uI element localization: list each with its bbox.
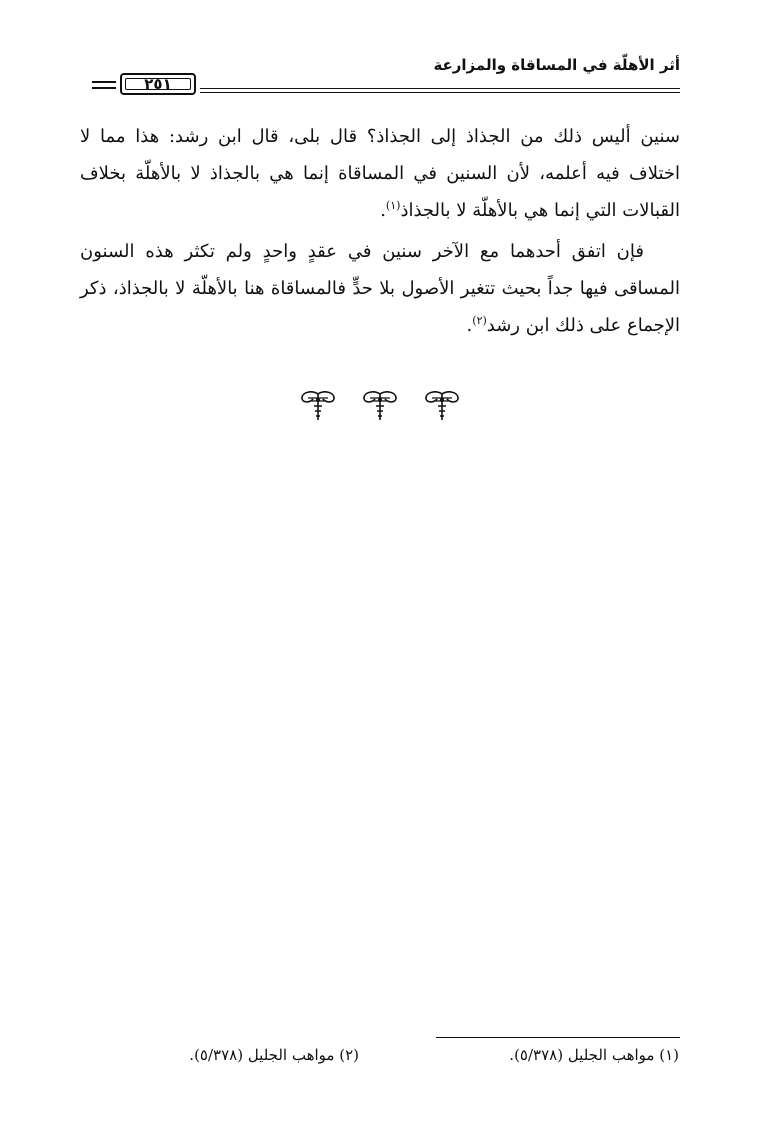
ornament-icon	[422, 390, 462, 424]
footnote-2: (٢) مواهب الجليل (٥/٣٧٨).	[189, 1046, 359, 1064]
ornament-icon	[360, 390, 400, 424]
running-title: أثر الأهلّة في المساقاة والمزارعة	[433, 56, 680, 74]
paragraph-2-text: فإن اتفق أحدهما مع الآخر سنين في عقدٍ واحدٍ ولم تكثر هذه السنون المساقى فيها جداً بحيث تتغير الأصول بلا حدٍّ فالمساقاة هنا بالأهلّة لا بالجذاذ، ذكر الإجماع على ذلك ابن رشد	[80, 241, 680, 336]
paragraph-2-tail: .	[466, 315, 473, 336]
body-text	[80, 118, 680, 344]
paragraph-1-tail: .	[380, 200, 386, 221]
header-rule-bottom	[200, 92, 680, 93]
page-number: ٢٥١	[120, 73, 196, 95]
header-rule-left-bottom	[92, 87, 116, 89]
footnote-ref-2[interactable]: (٢)	[472, 314, 487, 327]
page-header	[80, 56, 680, 106]
header-rule-top	[200, 88, 680, 89]
section-divider	[0, 390, 759, 424]
footnote-separator	[436, 1037, 680, 1038]
paragraph-1-text: سنين أليس ذلك من الجذاذ إلى الجذاذ؟ قال بلى، قال ابن رشد: هذا مما لا اختلاف فيه أعلمه، لأن السنين في المساقاة إنما هي بالجذاذ لا بالأهلّة بخلاف القبالات التي إنما هي بالأهلّة لا بالجذاذ	[80, 126, 680, 221]
footnote-ref-1[interactable]: (١)	[385, 199, 401, 212]
header-rule-left-top	[92, 81, 116, 83]
paragraph-2	[80, 233, 680, 344]
footnote-1: (١) مواهب الجليل (٥/٣٧٨).	[509, 1046, 679, 1064]
ornament-icon	[298, 390, 338, 424]
paragraph-1	[80, 118, 680, 229]
